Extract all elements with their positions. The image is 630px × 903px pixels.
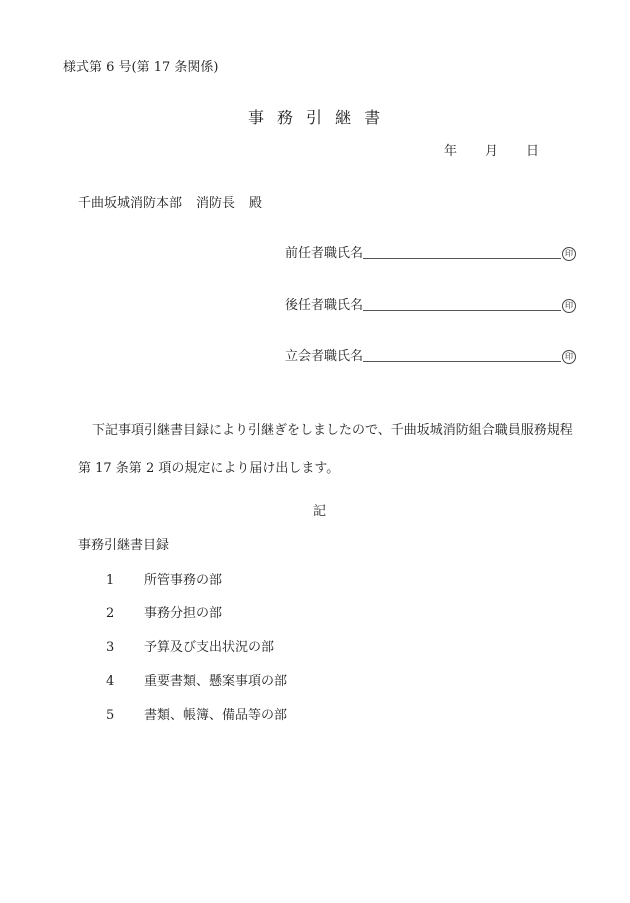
signature-line[interactable] bbox=[363, 296, 561, 311]
list-item bbox=[106, 636, 274, 655]
list-item bbox=[106, 569, 222, 588]
list-item-text: 重要書類、懸案事項の部 bbox=[144, 674, 288, 689]
list-item-text: 事務分担の部 bbox=[144, 606, 223, 621]
title-char: 務 bbox=[277, 108, 294, 127]
signature-label: 後任者職氏名 bbox=[285, 298, 364, 313]
signature-line[interactable] bbox=[363, 347, 561, 362]
title-char: 引 bbox=[306, 108, 323, 127]
list-item-number: 2 bbox=[106, 606, 115, 621]
list-item-number: 5 bbox=[106, 708, 115, 723]
list-item bbox=[106, 670, 287, 689]
body-line-1: 下記事項引継書目録により引継ぎをしましたので、千曲坂城消防組合職員服務規程 bbox=[92, 423, 573, 438]
title-char: 事 bbox=[248, 108, 265, 127]
body-paragraph bbox=[78, 412, 578, 488]
form-number: 様式第 6 号(第 17 条関係) bbox=[63, 60, 219, 75]
addressee-honorific: 殿 bbox=[249, 196, 263, 211]
addressee-organization: 千曲坂城消防本部 bbox=[78, 196, 183, 211]
signature-row-successor bbox=[285, 294, 576, 313]
signature-row-predecessor bbox=[285, 242, 576, 261]
list-title: 事務引継書目録 bbox=[78, 538, 170, 553]
list-item-number: 3 bbox=[106, 640, 115, 655]
list-item-text: 書類、帳簿、備品等の部 bbox=[144, 708, 288, 723]
signature-line[interactable] bbox=[363, 244, 561, 259]
year-label: 年 bbox=[444, 144, 458, 159]
month-label: 月 bbox=[485, 144, 499, 159]
addressee-position: 消防長 bbox=[196, 196, 236, 211]
list-item-text: 所管事務の部 bbox=[144, 573, 223, 588]
body-line-2: 第 17 条第 2 項の規定により届け出します。 bbox=[78, 461, 340, 476]
ki-heading: 記 bbox=[313, 504, 327, 519]
seal-icon: 印 bbox=[562, 247, 576, 261]
seal-icon: 印 bbox=[562, 350, 576, 364]
document-title bbox=[248, 105, 393, 128]
seal-icon: 印 bbox=[562, 299, 576, 313]
signature-label: 前任者職氏名 bbox=[285, 246, 364, 261]
day-label: 日 bbox=[526, 144, 540, 159]
signature-label: 立会者職氏名 bbox=[285, 349, 364, 364]
list-item bbox=[106, 704, 287, 723]
addressee bbox=[78, 192, 262, 211]
title-char: 書 bbox=[364, 108, 381, 127]
list-item-text: 予算及び支出状況の部 bbox=[144, 640, 275, 655]
signature-row-witness bbox=[285, 345, 576, 364]
list-item-number: 4 bbox=[106, 674, 115, 689]
date-field bbox=[444, 140, 539, 159]
title-char: 継 bbox=[335, 108, 352, 127]
list-item-number: 1 bbox=[106, 573, 115, 588]
list-item bbox=[106, 602, 222, 621]
